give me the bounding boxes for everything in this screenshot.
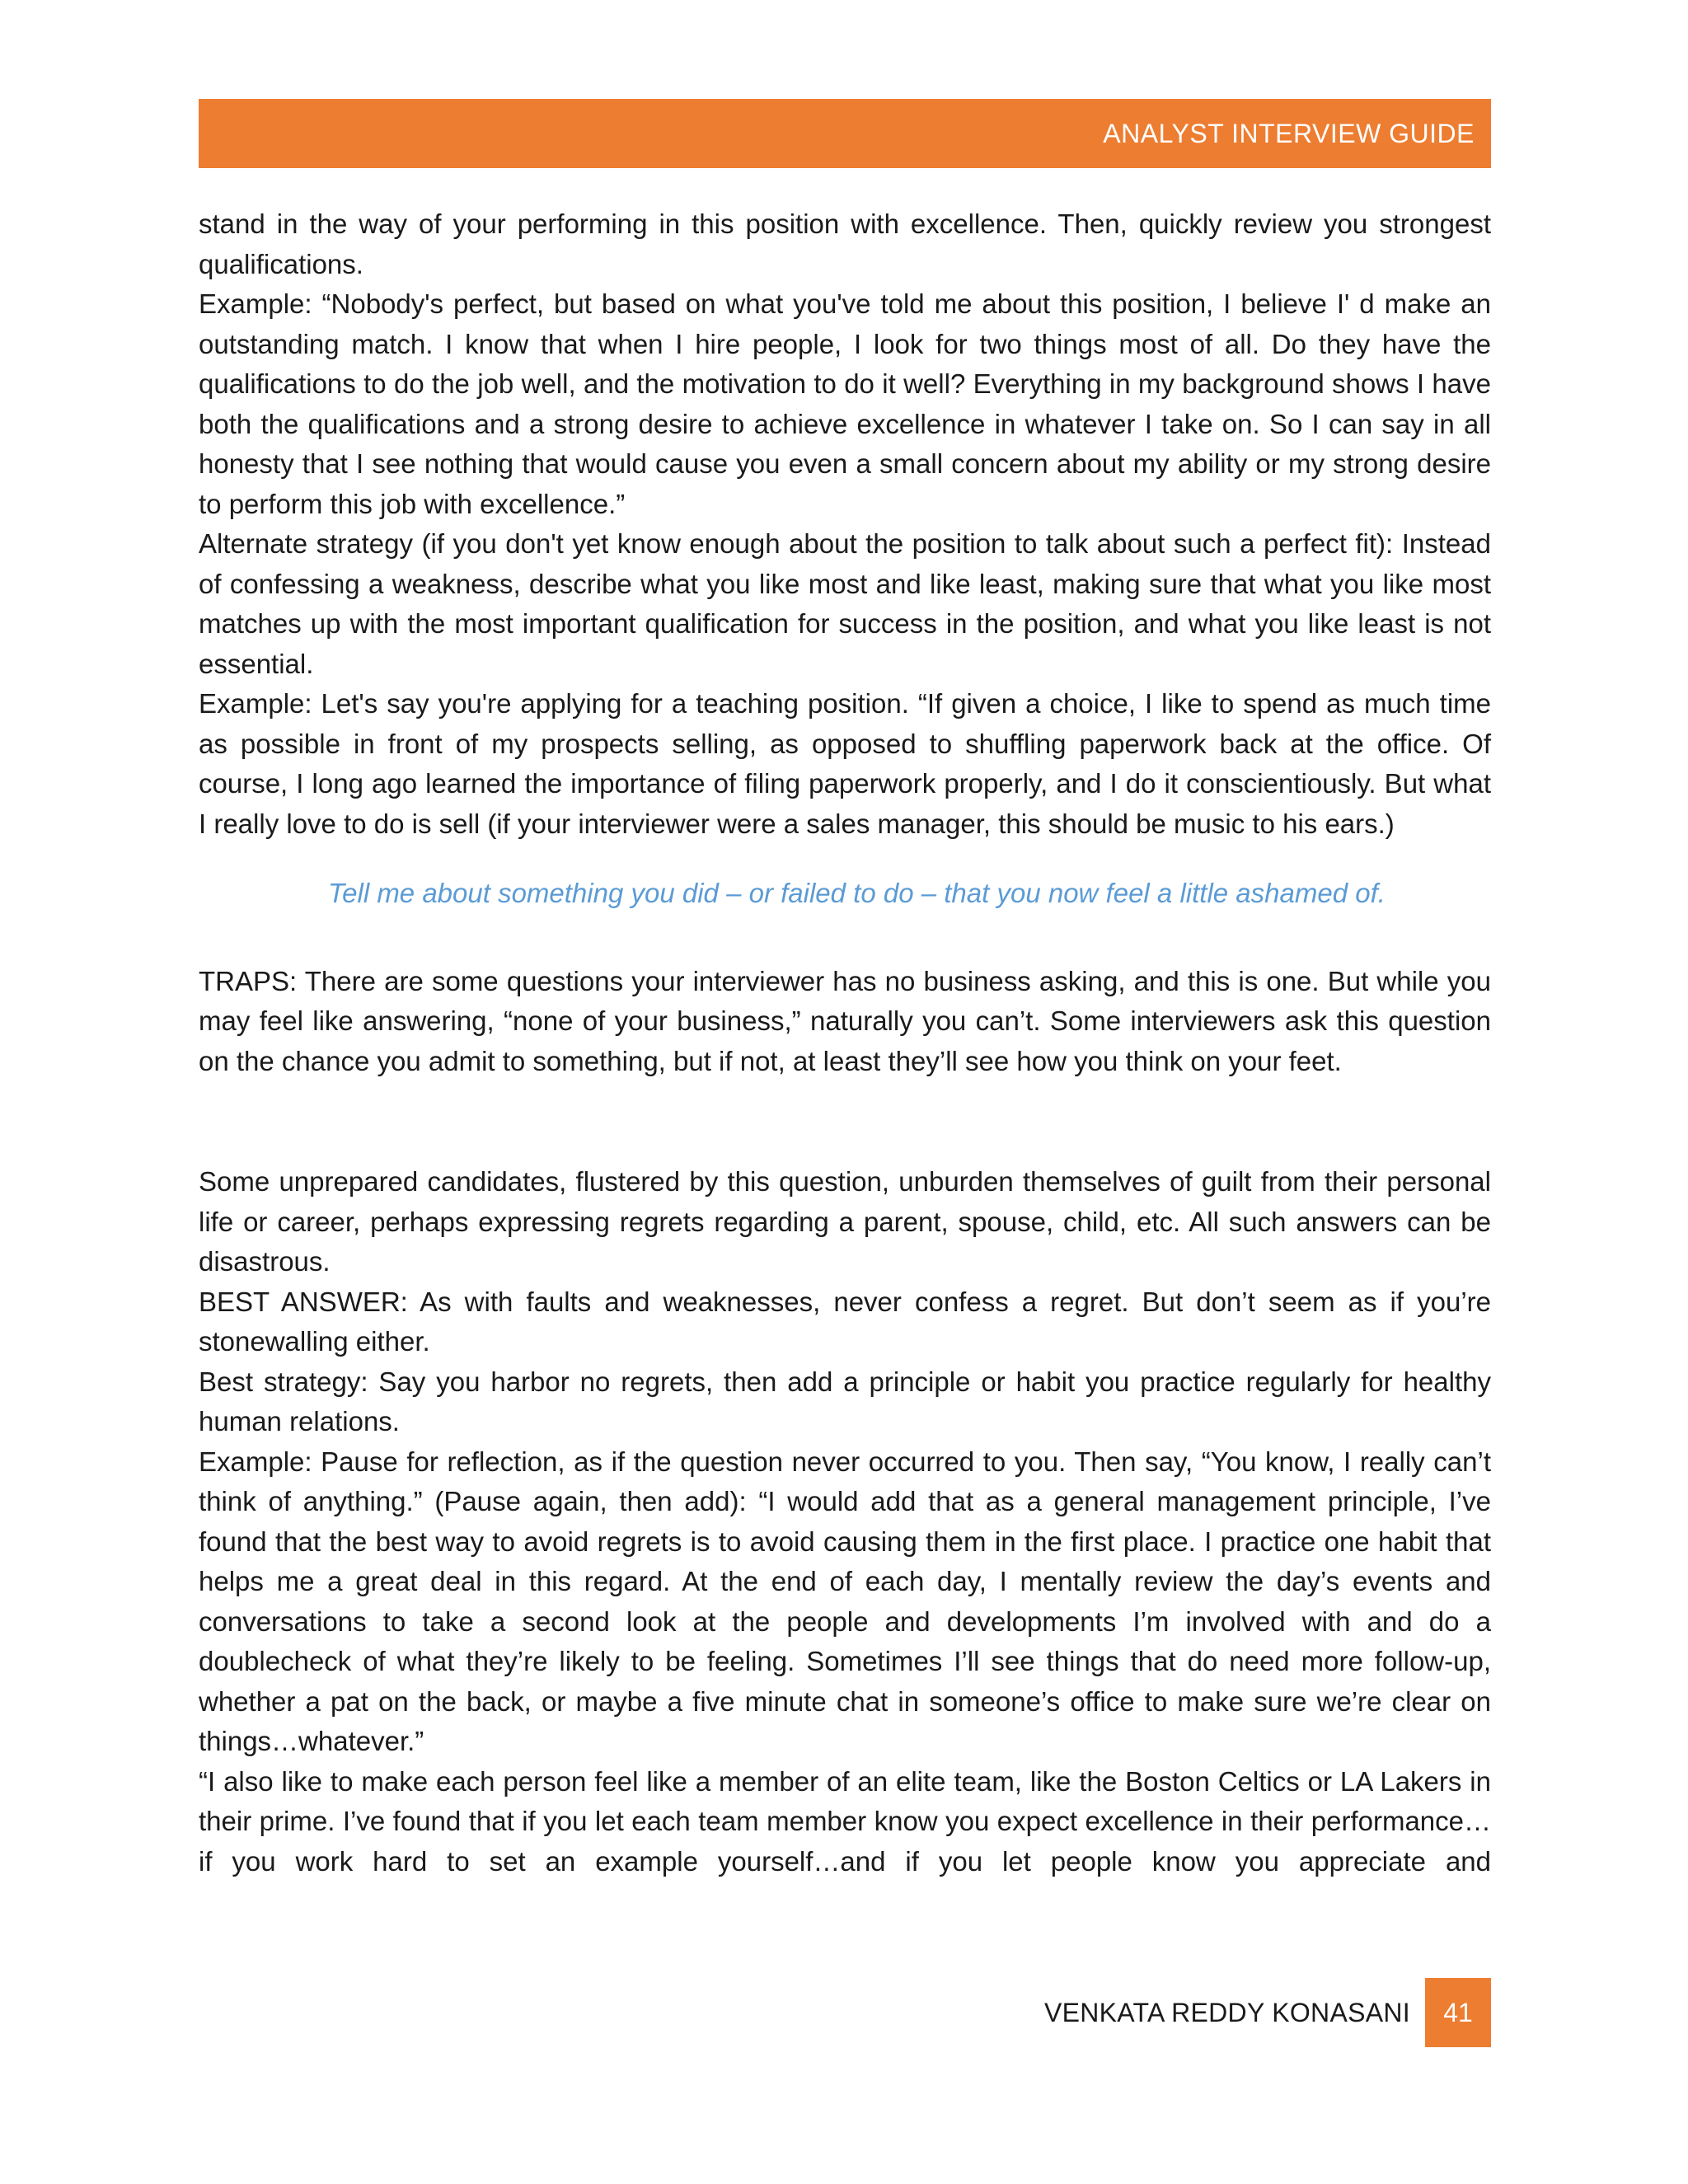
paragraph-unprepared-candidates: Some unprepared candidates, flustered by this question, unburden themselves of guilt from their personal life or career, perhaps expressing regrets regarding a parent, spouse, child, etc. All such answers can be disastrous. bbox=[199, 1166, 1491, 1277]
paragraph-example-teaching: Example: Let's say you're applying for a teaching position. “If given a choice, I like to spend as much time as possible in front of my prospects selling, as opposed to shuffling paperwork back at the office. Of course, I long ago learned the importance of filing paperwork properly, and I do it conscientiously. But what I really love to do is sell (if your interviewer were a sales manager, this should be music to his ears.) bbox=[199, 688, 1491, 839]
page-number-badge: 41 bbox=[1425, 1978, 1491, 2047]
spacer bbox=[199, 914, 1491, 962]
header-title: ANALYST INTERVIEW GUIDE bbox=[1103, 118, 1475, 148]
page-footer bbox=[1044, 1978, 1491, 2047]
paragraph-alternate-strategy: Alternate strategy (if you don't yet know enough about the position to talk about such a perfect fit): Instead of confessing a weakness, describe what you like most and like least, making sure that what you like most matches up with the most important qualification for success in the position, and what you like least is not essential. bbox=[199, 528, 1491, 679]
paragraph-elite-team: “I also like to make each person feel like a member of an elite team, like the Boston Celtics or LA Lakers in their prime. I’ve found that if you let each team member know you expect excellence in their performance…if you work hard to set an example yourself…and if you let people know you appreciate and bbox=[199, 1765, 1491, 1877]
paragraph-example-reflection: Example: Pause for reflection, as if the question never occurred to you. Then say, “You know, I really can’t think of anything.” (Pause again, then add): “I would add that as a general management principle, I’ve found that the best way to avoid regrets is to avoid causing them in the first place. I practice one habit that helps me a great deal in this regard. At the end of each day, I mentally review the day’s events and conversations to take a second look at the people and developments I’m involved with and do a doublecheck of what they’re likely to be feeling. Sometimes I’ll see things that do need more follow-up, whether a pat on the back, or maybe a five minute chat in someone’s office to make sure we’re clear on things…whatever.” bbox=[199, 1446, 1491, 1756]
paragraph-continuation: stand in the way of your performing in this position with excellence. Then, quickly review you strongest qualifications. bbox=[199, 209, 1491, 279]
spacer bbox=[199, 1081, 1491, 1162]
interview-question-heading: Tell me about something you did – or failed to do – that you now feel a little ashamed of. bbox=[328, 878, 1386, 908]
paragraph-traps: TRAPS: There are some questions your interviewer has no business asking, and this is one. But while you may feel like answering, “none of your business,” naturally you can’t. Some interviewers ask this question on the chance you admit to something, but if not, at least they’ll see how you think on your feet. bbox=[199, 965, 1491, 1076]
footer-author: VENKATA REDDY KONASANI bbox=[1043, 1997, 1410, 2027]
page-content bbox=[199, 204, 1491, 1882]
page-header-bar bbox=[199, 99, 1491, 168]
paragraph-best-strategy: Best strategy: Say you harbor no regrets, then add a principle or habit you practice regularly for healthy human relations. bbox=[199, 1366, 1491, 1436]
paragraph-best-answer: BEST ANSWER: As with faults and weaknesses, never confess a regret. But don’t seem as if you’re stonewalling either. bbox=[199, 1286, 1491, 1357]
paragraph-example-perfect-match: Example: “Nobody's perfect, but based on what you've told me about this position, I believe I' d make an outstanding match. I know that when I hire people, I look for two things most of all. Do they have the qualifications to do the job well, and the motivation to do it well? Everything in my background shows I have both the qualifications and a strong desire to achieve excellence in whatever I take on. So I can say in all honesty that I see nothing that would cause you even a small concern about my ability or my strong desire to perform this job with excellence.” bbox=[199, 288, 1491, 519]
